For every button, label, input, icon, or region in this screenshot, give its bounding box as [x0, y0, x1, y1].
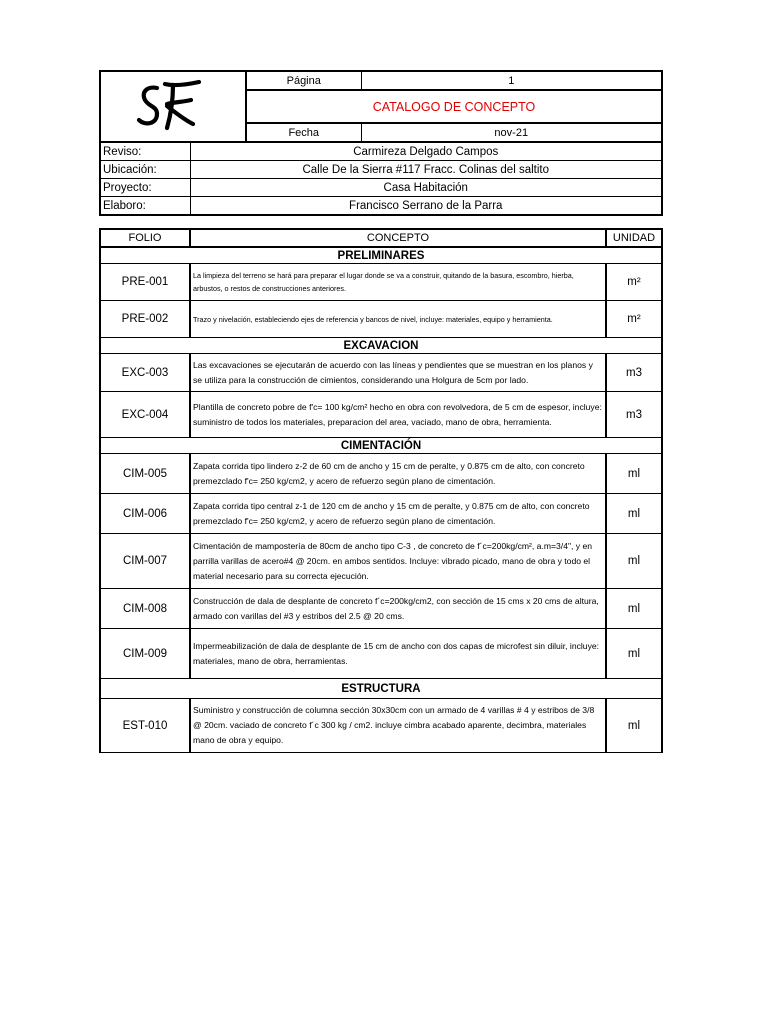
table-row — [100, 264, 662, 301]
table-row — [100, 392, 662, 438]
folio-cell: PRE-002 — [100, 301, 190, 338]
logo-cell — [100, 71, 246, 142]
concepto-cell: Suministro y construcción de columna sección 30x30cm con un armado de 4 varillas # 4 y estribos de 3/8 @ 20cm. vaciado de concreto f´c 300 kg / cm2. incluye cimbra acabado aparente, decimbra, materiales mano de obra y equipo. — [190, 699, 606, 753]
column-header-concepto: CONCEPTO — [190, 229, 606, 247]
table-row — [100, 534, 662, 589]
company-logo — [133, 76, 213, 134]
folio-cell: EXC-004 — [100, 392, 190, 438]
unidad-cell: ml — [606, 454, 662, 494]
concepto-cell: Construcción de dala de desplante de concreto f´c=200kg/cm2, con sección de 15 cms x 20 cms de altura, armado con varillas del #3 y estribos del 2.5 @ 20 cms. — [190, 589, 606, 629]
unidad-cell: ml — [606, 699, 662, 753]
concepto-cell: Cimentación de mampostería de 80cm de ancho tipo C-3 , de concreto de f´c=200kg/cm², a.m=3/4", y en parrilla varillas de acero#4 @ 20cm. en ambos sentidos. Incluye: vibrado picado, mano de obra y todo el material necesario para su correcta ejecución. — [190, 534, 606, 589]
column-header-folio: FOLIO — [100, 229, 190, 247]
unidad-cell: m² — [606, 264, 662, 301]
document-title: CATALOGO DE CONCEPTO — [246, 90, 662, 123]
header-table — [99, 70, 663, 216]
catalog-table — [99, 228, 663, 753]
table-row — [100, 699, 662, 753]
concepto-cell: La limpieza del terreno se hará para preparar el lugar donde se va a construir, quitando de la basura, escombro, hierba, arbustos, o restos de construcciones anteriores. — [190, 264, 606, 301]
catalog-header-row — [100, 229, 662, 247]
concepto-cell: Las excavaciones se ejecutarán de acuerdo con las líneas y pendientes que se muestran en los planos y se utiliza para la construcción de cimientos, considerando una Holgura de 5cm por lado. — [190, 354, 606, 392]
folio-cell: CIM-008 — [100, 589, 190, 629]
concepto-cell: Impermeabilización de dala de desplante de 15 cm de ancho con dos capas de microfest sin diluir, incluye: materiales, mano de obra, herramientas. — [190, 629, 606, 679]
folio-cell: CIM-005 — [100, 454, 190, 494]
table-row — [100, 301, 662, 338]
column-header-unidad: UNIDAD — [606, 229, 662, 247]
reviso-label: Reviso: — [100, 142, 190, 161]
section-row — [100, 338, 662, 354]
reviso-value: Carmireza Delgado Campos — [190, 142, 662, 161]
fecha-label: Fecha — [246, 123, 361, 142]
unidad-cell: ml — [606, 534, 662, 589]
folio-cell: EST-010 — [100, 699, 190, 753]
elaboro-value: Francisco Serrano de la Parra — [190, 197, 662, 216]
proyecto-value: Casa Habitación — [190, 179, 662, 197]
section-row — [100, 679, 662, 699]
fecha-value: nov-21 — [361, 123, 662, 142]
unidad-cell: ml — [606, 589, 662, 629]
proyecto-label: Proyecto: — [100, 179, 190, 197]
table-row — [100, 629, 662, 679]
folio-cell: PRE-001 — [100, 264, 190, 301]
unidad-cell: m² — [606, 301, 662, 338]
section-row — [100, 247, 662, 264]
section-title-preliminares: PRELIMINARES — [100, 247, 662, 264]
unidad-cell: ml — [606, 629, 662, 679]
table-row — [100, 454, 662, 494]
section-title-estructura: ESTRUCTURA — [100, 679, 662, 699]
ubicacion-label: Ubicación: — [100, 161, 190, 179]
unidad-cell: ml — [606, 494, 662, 534]
table-row — [100, 589, 662, 629]
folio-cell: EXC-003 — [100, 354, 190, 392]
section-title-excavacion: EXCAVACION — [100, 338, 662, 354]
pagina-label: Página — [246, 71, 361, 90]
concepto-cell: Zapata corrida tipo central z-1 de 120 cm de ancho y 15 cm de peralte, y 0.875 cm de alto, con concreto premezclado f'c= 250 kg/cm2, y acero de refuerzo según plano de cimentación. — [190, 494, 606, 534]
table-row — [100, 354, 662, 392]
ubicacion-value: Calle De la Sierra #117 Fracc. Colinas del saltito — [190, 161, 662, 179]
section-title-cimentacion: CIMENTACIÓN — [100, 438, 662, 454]
table-row — [100, 494, 662, 534]
pagina-value: 1 — [361, 71, 662, 90]
concepto-cell: Plantilla de concreto pobre de f'c= 100 kg/cm² hecho en obra con revolvedora, de 5 cm de espesor, incluye: suministro de todos los materiales, preparacion del area, vaciado, mano de obra, herramienta. — [190, 392, 606, 438]
concepto-cell: Trazo y nivelación, estableciendo ejes de referencia y bancos de nivel, incluye: materiales, equipo y herramienta. — [190, 301, 606, 338]
folio-cell: CIM-007 — [100, 534, 190, 589]
folio-cell: CIM-006 — [100, 494, 190, 534]
unidad-cell: m3 — [606, 354, 662, 392]
unidad-cell: m3 — [606, 392, 662, 438]
folio-cell: CIM-009 — [100, 629, 190, 679]
concepto-cell: Zapata corrida tipo lindero z-2 de 60 cm de ancho y 15 cm de peralte, y 0.875 cm de alto, con concreto premezclado f'c= 250 kg/cm2, y acero de refuerzo según plano de cimentación. — [190, 454, 606, 494]
section-row — [100, 438, 662, 454]
elaboro-label: Elaboro: — [100, 197, 190, 216]
